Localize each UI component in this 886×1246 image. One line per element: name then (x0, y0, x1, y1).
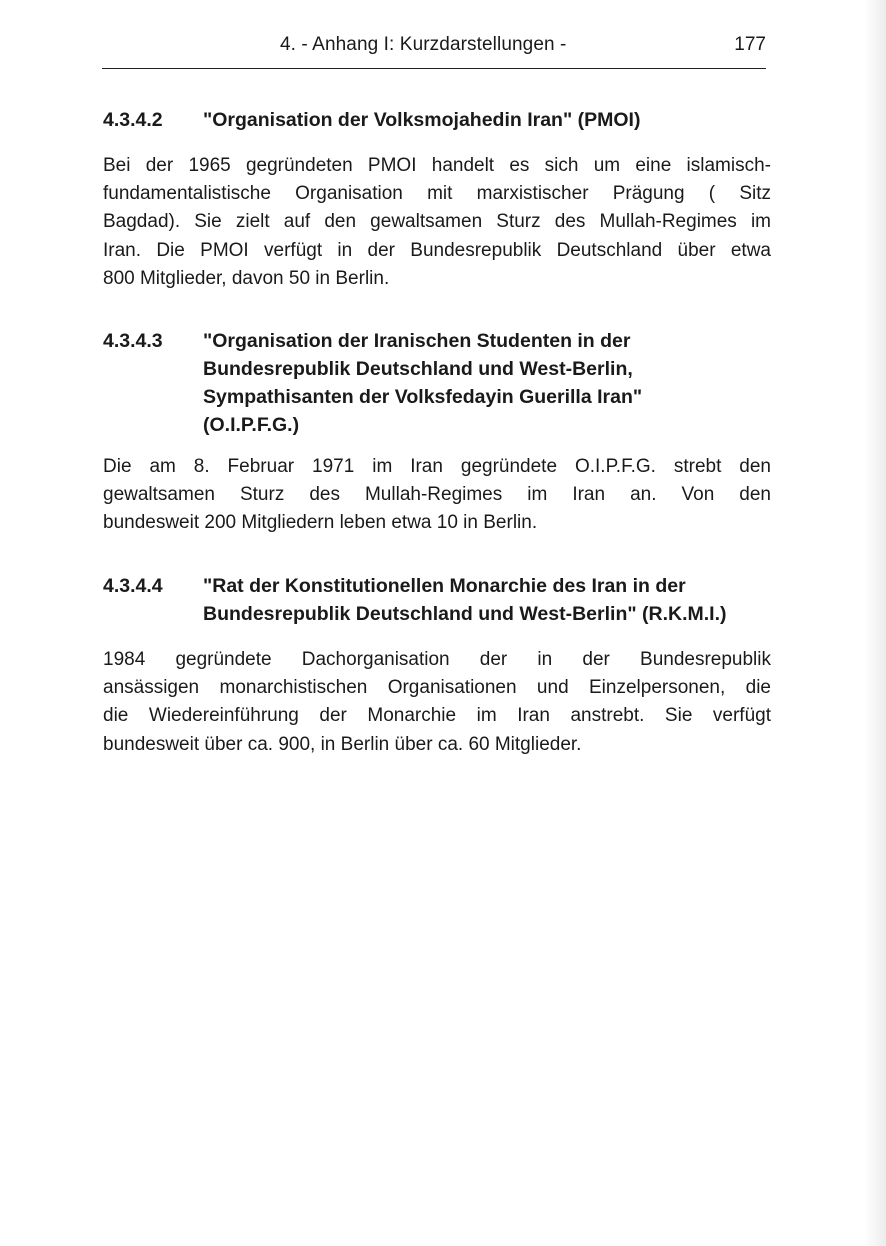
body-line: Die am 8. Februar 1971 im Iran gegründete O.I.P.F.G. strebt den (103, 456, 771, 477)
section-title (203, 327, 771, 439)
section-title (203, 572, 771, 628)
section-number: 4.3.4.3 (103, 330, 163, 352)
section-body (103, 152, 771, 293)
section-4-3-4-4 (103, 572, 771, 759)
section-title-line: "Organisation der Iranischen Studenten in der (203, 330, 631, 352)
section-heading (103, 106, 771, 134)
body-line: bundesweit 200 Mitgliedern leben etwa 10 in Berlin. (103, 512, 538, 534)
section-4-3-4-2 (103, 106, 771, 293)
section-title-line: Bundesrepublik Deutschland und West-Berlin" (R.K.M.I.) (203, 603, 727, 625)
body-line: Bagdad). Sie zielt auf den gewaltsamen Sturz des Mullah-Regimes im (103, 211, 771, 233)
section-heading (103, 572, 771, 628)
body-line: fundamentalistische Organisation mit marxistischer Prägung ( Sitz (103, 183, 771, 205)
page-header (102, 30, 766, 66)
body-line: gewaltsamen Sturz des Mullah-Regimes im Iran an. Von den (103, 484, 771, 506)
body-line: ansässigen monarchistischen Organisationen und Einzelpersonen, die (103, 677, 771, 699)
section-heading (103, 327, 771, 439)
body-line: Bei der 1965 gegründeten PMOI handelt es sich um eine islamisch- (103, 155, 771, 176)
section-title (203, 106, 771, 134)
section-4-3-4-3 (103, 327, 771, 538)
body-line: 800 Mitglieder, davon 50 in Berlin. (103, 267, 390, 289)
scan-edge-shadow (864, 0, 886, 1246)
running-header-title: 4. - Anhang I: Kurzdarstellungen - (280, 34, 567, 55)
body-line: bundesweit über ca. 900, in Berlin über ca. 60 Mitglieder. (103, 733, 582, 755)
section-number: 4.3.4.2 (103, 109, 163, 131)
section-title-line: "Rat der Konstitutionellen Monarchie des Iran in der (203, 575, 686, 597)
header-divider (102, 68, 766, 69)
section-number: 4.3.4.4 (103, 575, 163, 597)
page-number: 177 (734, 34, 766, 55)
body-line: Iran. Die PMOI verfügt in der Bundesrepublik Deutschland über etwa (103, 239, 771, 261)
section-title-line: (O.I.P.F.G.) (203, 414, 300, 436)
section-title-line: Sympathisanten der Volksfedayin Guerilla Iran" (203, 386, 643, 408)
body-line: die Wiedereinführung der Monarchie im Iran anstrebt. Sie verfügt (103, 705, 771, 727)
section-title-line: Bundesrepublik Deutschland und West-Berlin, (203, 358, 633, 380)
section-body (103, 646, 771, 759)
body-line: 1984 gegründete Dachorganisation der in der Bundesrepublik (103, 649, 771, 670)
section-body (103, 453, 771, 538)
section-title-line: "Organisation der Volksmojahedin Iran" (PMOI) (203, 109, 641, 131)
